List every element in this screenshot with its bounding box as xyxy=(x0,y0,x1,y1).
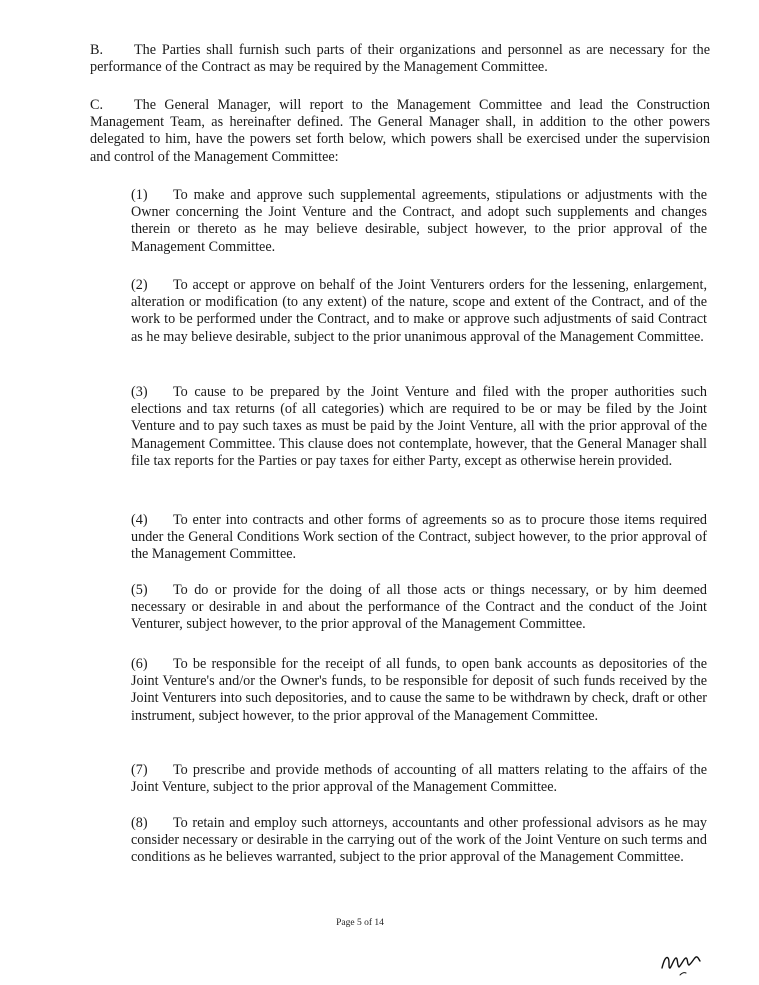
list-item xyxy=(131,815,707,867)
item-text: To prescribe and provide methods of accounting of all matters relating to the affairs of the Joint Venture, subject to the prior approval of the Management Committee. xyxy=(131,762,707,796)
paragraph-c xyxy=(90,97,710,166)
handwritten-initials xyxy=(658,946,708,976)
list-item xyxy=(131,384,707,470)
paragraph-text: The Parties shall furnish such parts of their organizations and personnel as are necessary for the performance of the Contract as may be required by the Management Committee. xyxy=(90,42,710,76)
page-number: Page 5 of 14 xyxy=(336,918,384,928)
item-label: (7) xyxy=(131,762,148,778)
item-label: (5) xyxy=(131,582,148,598)
item-text: To be responsible for the receipt of all funds, to open bank accounts as depositories of the Joint Venture's and/or the Owner's funds, to be responsible for deposit of such funds received by the Joint Venturers into such depositories, and to cause the same to be withdrawn by check, draft or other instrument, subject however, to the prior approval of the Management Committee. xyxy=(131,656,707,724)
item-label: (1) xyxy=(131,187,148,203)
paragraph-label: C. xyxy=(90,97,104,113)
item-text: To do or provide for the doing of all those acts or things necessary, or by him deemed necessary or desirable in and about the performance of the Contract and the conduct of the Joint Venturer, subject however, to the prior approval of the Management Committee. xyxy=(131,582,707,633)
item-text: To enter into contracts and other forms of agreements so as to procure those items required under the General Conditions Work section of the Contract, subject however, to the prior approval of the Management Committee. xyxy=(131,512,707,563)
list-item xyxy=(131,656,707,725)
list-item xyxy=(131,277,707,346)
paragraph-text: The General Manager, will report to the Management Committee and lead the Construction Management Team, as hereinafter defined. The General Manager shall, in addition to the other powers delegated to him, have the powers set forth below, which powers shall be exercised under the supervision and control of the Management Committee: xyxy=(90,97,710,165)
item-label: (6) xyxy=(131,656,148,672)
item-text: To cause to be prepared by the Joint Venture and filed with the proper authorities such elections and tax returns (of all categories) which are required to be or may be filed by the Joint Venture and to pay such taxes as must be paid by the Joint Venture, all with the prior approval of the Management Committee. This clause does not contemplate, however, that the General Manager shall file tax reports for the Parties or pay taxes for either Party, except as otherwise herein provided. xyxy=(131,384,707,469)
item-label: (8) xyxy=(131,815,148,831)
item-label: (4) xyxy=(131,512,148,528)
item-label: (2) xyxy=(131,277,148,293)
item-text: To accept or approve on behalf of the Joint Venturers orders for the lessening, enlargement, alteration or modification (to any extent) of the nature, scope and extent of the Contract, and of the work to be performed under the Contract, and to make or approve such adjustments of said Contract as he may believe desirable, subject to the prior unanimous approval of the Management Committee. xyxy=(131,277,707,345)
list-item xyxy=(131,762,707,796)
paragraph-label: B. xyxy=(90,42,104,58)
list-item xyxy=(131,582,707,634)
item-label: (3) xyxy=(131,384,148,400)
list-item xyxy=(131,187,707,256)
list-item xyxy=(131,512,707,564)
paragraph-b xyxy=(90,42,710,76)
item-text: To retain and employ such attorneys, accountants and other professional advisors as he may consider necessary or desirable in the carrying out of the work of the Joint Venture on such terms and conditions as he believes warranted, subject to the prior approval of the Management Committee. xyxy=(131,815,707,866)
item-text: To make and approve such supplemental agreements, stipulations or adjustments with the Owner concerning the Joint Venture and the Contract, and adopt such supplements and changes therein or thereto as he may believe desirable, subject however, to the prior approval of the Management Committee. xyxy=(131,187,707,255)
